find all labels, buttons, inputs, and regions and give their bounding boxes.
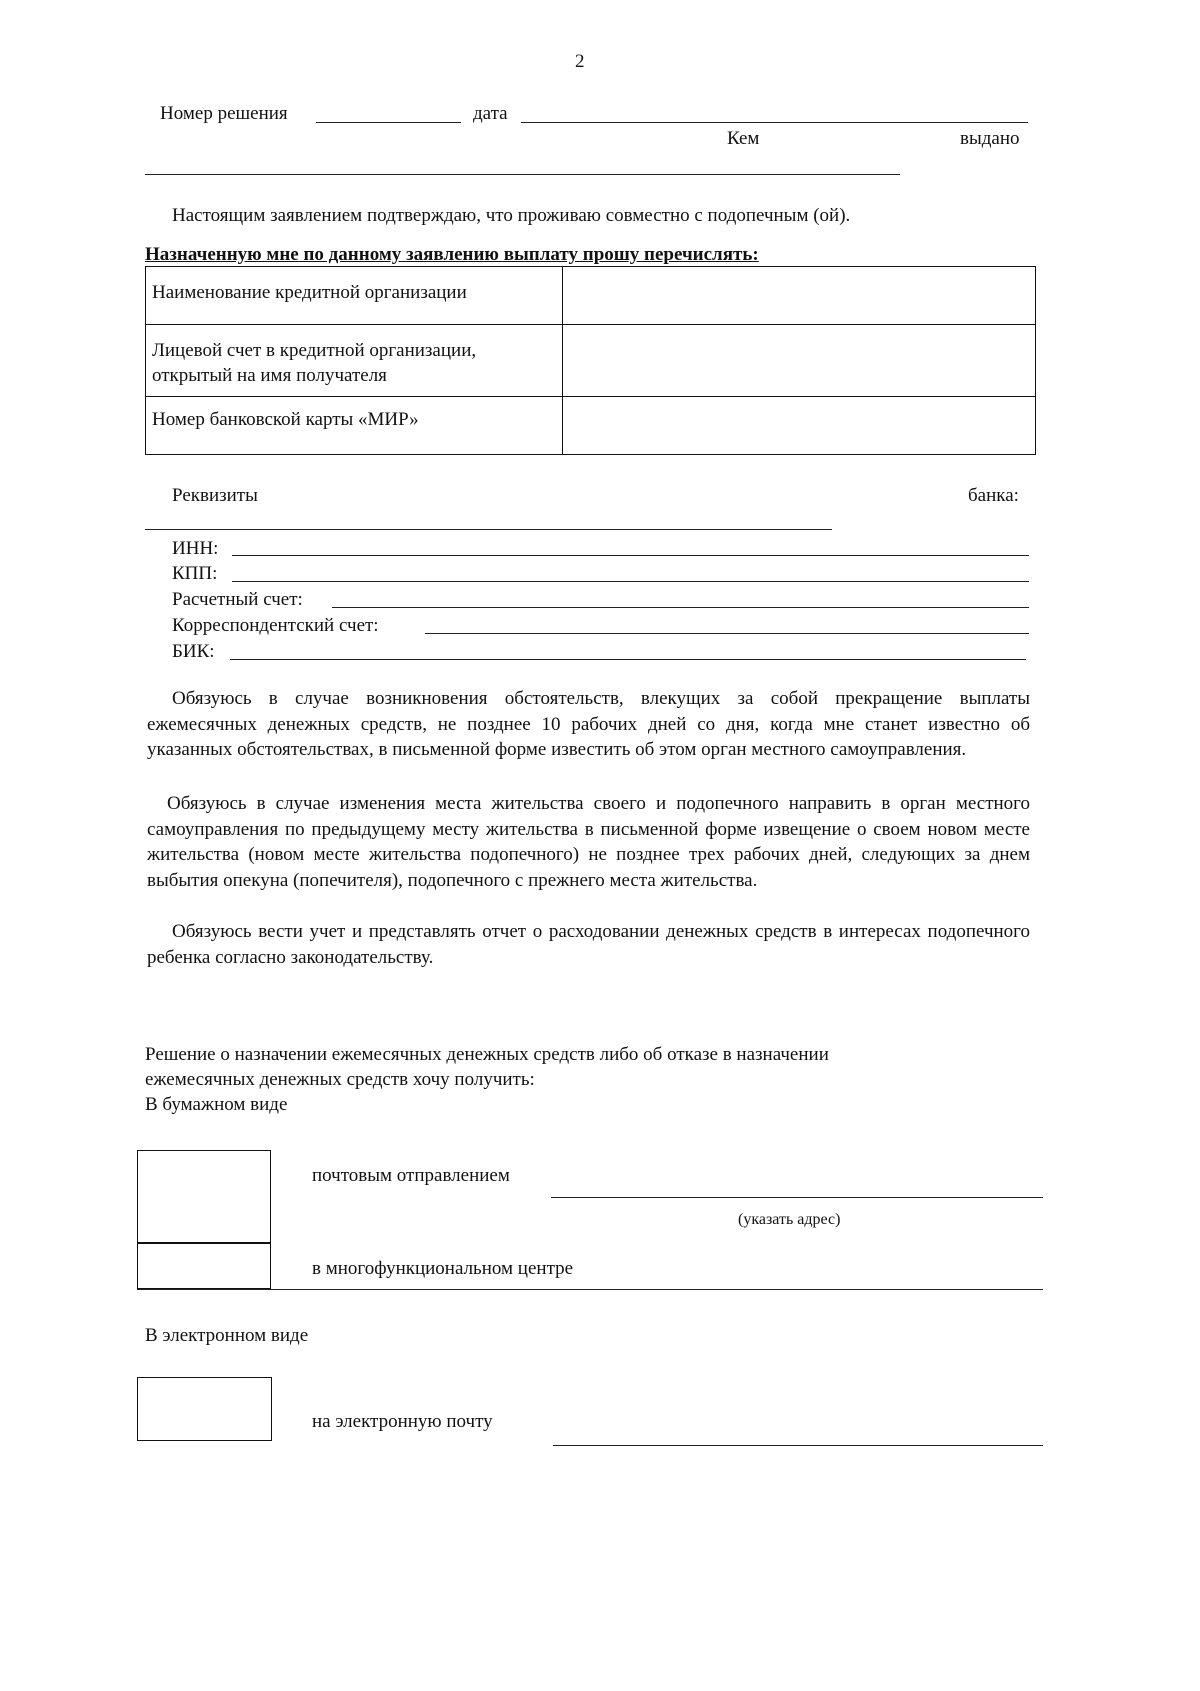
settlement-account-field[interactable] [332,607,1029,608]
settlement-account-label: Расчетный счет: [172,589,303,610]
bank-name-field[interactable] [145,529,832,530]
issued-by-field[interactable] [145,174,900,175]
bank-name-value[interactable] [563,267,1036,325]
obligation-paragraph-3: Обязуюсь вести учет и представлять отчет о расходовании денежных средств в интересах подопечного ребенка согласно законодательству. [147,921,1030,968]
paper-form-heading: В бумажном виде [145,1094,288,1115]
mail-address-field[interactable] [551,1197,1043,1198]
kpp-field[interactable] [232,581,1029,582]
payment-heading: Назначенную мне по данному заявлению выплату прошу перечислять: [145,244,759,265]
mfc-option-checkbox[interactable] [137,1242,271,1289]
receipt-text-line-2: ежемесячных денежных средств хочу получить: [145,1069,535,1090]
obligation-paragraph-2: Обязуюсь в случае изменения места жительства своего и подопечного направить в орган местного самоуправления по предыдущему месту жительства в письменной форме извещение о своем новом месте жительства (новом месте жительства подопечного) не позднее трех рабочих дней, следующих за днем выбытия опекуна (попечителя), подопечного с прежнего места жительства. [147,793,1030,891]
table-row [146,267,1036,325]
bank-account-table [145,266,1036,455]
account-label-line-2: открытый на имя получателя [152,365,387,386]
mir-card-value[interactable] [563,397,1036,455]
inn-label: ИНН: [172,538,219,559]
bank-details-heading-1: Реквизиты [172,485,258,506]
receipt-text-line-1: Решение о назначении ежемесячных денежных средств либо об отказе в назначении [145,1044,829,1065]
electronic-form-heading: В электронном виде [145,1325,309,1346]
bank-name-label: Наименование кредитной организации [152,282,467,303]
mfc-option-label: в многофункциональном центре [312,1258,574,1279]
decision-number-label: Номер решения [160,103,288,124]
correspondent-account-field[interactable] [425,633,1029,634]
obligation-paragraph-1: Обязуюсь в случае возникновения обстоятельств, влекущих за собой прекращение выплаты ежемесячных денежных средств, не позднее 10 рабочих дней со дня, когда мне станет известно об указанных обстоятельствах, в письменной форме известить об этом орган местного самоуправления. [147,688,1030,760]
address-hint: (указать адрес) [738,1211,841,1228]
decision-number-field[interactable] [316,122,461,123]
kpp-label: КПП: [172,563,218,584]
bik-label: БИК: [172,641,215,662]
decision-date-label: дата [473,103,508,124]
bik-field[interactable] [230,659,1026,660]
table-row [146,397,1036,455]
email-address-field[interactable] [553,1445,1043,1446]
issued-by-label-2: выдано [960,128,1020,149]
table-row [146,325,1036,397]
paper-options-bottom-rule [137,1289,1043,1290]
table-cell-label [146,325,563,397]
inn-field[interactable] [232,555,1029,556]
account-value[interactable] [563,325,1036,397]
mail-option-label: почтовым отправлением [312,1165,510,1186]
page-number: 2 [575,51,585,72]
issued-by-label-1: Кем [727,128,760,149]
decision-date-field[interactable] [521,122,1028,123]
mail-option-checkbox[interactable] [137,1150,271,1244]
account-label-line-1: Лицевой счет в кредитной организации, [152,340,477,361]
email-option-checkbox[interactable] [137,1377,272,1441]
bank-details-heading-2: банка: [968,485,1019,506]
correspondent-account-label: Корреспондентский счет: [172,615,379,636]
cohabitation-statement: Настоящим заявлением подтверждаю, что проживаю совместно с подопечным (ой). [172,205,851,226]
email-option-label: на электронную почту [312,1411,493,1432]
table-cell-label [146,397,563,455]
table-cell-label [146,267,563,325]
mir-card-label: Номер банковской карты «МИР» [152,409,419,430]
